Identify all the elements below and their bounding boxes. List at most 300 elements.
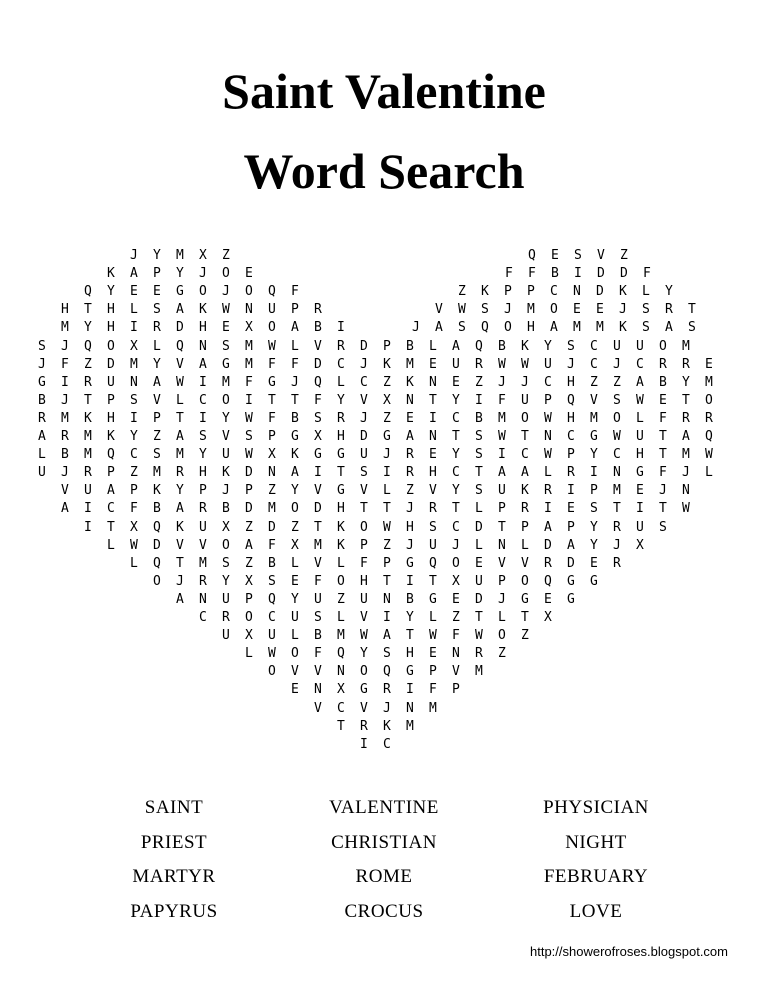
grid-letter: O bbox=[360, 519, 368, 535]
grid-letter: Q bbox=[337, 646, 345, 662]
grid-letter: A bbox=[245, 537, 253, 553]
grid-letter: B bbox=[475, 410, 483, 426]
grid-letter: T bbox=[659, 429, 667, 444]
grid-letter: K bbox=[199, 302, 207, 318]
grid-letter: Y bbox=[337, 392, 345, 408]
grid-letter: G bbox=[567, 573, 575, 589]
grid-letter: W bbox=[613, 429, 621, 444]
grid-letter: R bbox=[199, 501, 207, 517]
grid-letter: L bbox=[642, 284, 650, 300]
grid-letter: T bbox=[452, 501, 460, 517]
grid-letter: I bbox=[475, 392, 483, 408]
grid-letter: Q bbox=[567, 392, 575, 408]
grid-letter: W bbox=[429, 628, 437, 644]
grid-letter: T bbox=[107, 519, 115, 535]
grid-letter: O bbox=[498, 628, 506, 644]
grid-letter: L bbox=[383, 483, 391, 499]
grid-letter: S bbox=[38, 338, 46, 354]
grid-letter: H bbox=[360, 573, 368, 589]
grid-letter: E bbox=[153, 284, 161, 300]
grid-letter: U bbox=[38, 465, 46, 481]
grid-letter: T bbox=[314, 519, 322, 535]
grid-letter: F bbox=[268, 537, 276, 553]
grid-letter: O bbox=[291, 646, 299, 662]
grid-letter: R bbox=[406, 465, 414, 481]
grid-letter: F bbox=[245, 374, 253, 390]
grid-letter: C bbox=[567, 429, 575, 444]
grid-letter: Z bbox=[498, 646, 506, 662]
grid-letter: O bbox=[504, 320, 512, 336]
grid-letter: A bbox=[153, 374, 161, 390]
grid-letter: D bbox=[544, 537, 552, 553]
grid-letter: L bbox=[291, 555, 299, 571]
grid-letter: K bbox=[176, 519, 184, 535]
grid-letter: Y bbox=[360, 646, 368, 662]
grid-letter: N bbox=[452, 646, 460, 662]
grid-letter: W bbox=[222, 302, 230, 318]
grid-letter: F bbox=[291, 284, 299, 300]
grid-letter: C bbox=[268, 610, 276, 625]
grid-letter: O bbox=[107, 338, 115, 354]
grid-letter: O bbox=[245, 610, 253, 625]
grid-letter: Y bbox=[590, 447, 598, 463]
grid-letter: I bbox=[406, 682, 414, 698]
grid-letter: E bbox=[429, 447, 437, 463]
grid-letter: N bbox=[314, 682, 322, 698]
grid-letter: Q bbox=[314, 374, 322, 390]
grid-letter: N bbox=[498, 537, 506, 553]
grid-letter: A bbox=[435, 320, 443, 336]
word-list-item: LOVE bbox=[569, 900, 623, 922]
grid-letter: V bbox=[360, 483, 368, 499]
grid-letter: Z bbox=[475, 374, 483, 390]
grid-letter: B bbox=[314, 628, 322, 644]
grid-letter: L bbox=[291, 628, 299, 644]
grid-letter: F bbox=[61, 356, 69, 372]
grid-letter: J bbox=[412, 320, 420, 336]
grid-letter: M bbox=[176, 248, 184, 263]
grid-letter: J bbox=[383, 447, 391, 463]
grid-letter: N bbox=[245, 302, 253, 318]
grid-letter: S bbox=[475, 447, 483, 463]
grid-letter: A bbox=[38, 429, 46, 444]
grid-letter: J bbox=[619, 302, 627, 318]
grid-letter: P bbox=[429, 664, 437, 680]
grid-letter: I bbox=[199, 410, 207, 426]
grid-letter: M bbox=[268, 501, 276, 517]
grid-letter: U bbox=[360, 591, 368, 607]
grid-letter: O bbox=[199, 284, 207, 300]
grid-letter: W bbox=[268, 646, 276, 662]
grid-letter: L bbox=[498, 610, 506, 625]
grid-letter: A bbox=[636, 374, 644, 390]
grid-letter: B bbox=[314, 320, 322, 336]
page-subtitle: Word Search bbox=[243, 143, 525, 199]
grid-letter: I bbox=[544, 501, 552, 517]
grid-letter: I bbox=[636, 501, 644, 517]
grid-letter: E bbox=[475, 555, 483, 571]
grid-letter: Z bbox=[383, 374, 391, 390]
grid-letter: V bbox=[61, 483, 69, 499]
grid-letter: O bbox=[268, 320, 276, 336]
grid-letter: L bbox=[245, 646, 253, 662]
grid-letter: T bbox=[521, 429, 529, 444]
grid-letter: U bbox=[199, 519, 207, 535]
grid-letter: V bbox=[314, 555, 322, 571]
grid-letter: T bbox=[337, 718, 345, 734]
grid-letter: L bbox=[636, 410, 644, 426]
grid-letter: I bbox=[130, 410, 138, 426]
grid-letter: V bbox=[590, 392, 598, 408]
grid-letter: J bbox=[406, 501, 414, 517]
grid-letter: I bbox=[590, 465, 598, 481]
grid-letter: V bbox=[314, 700, 322, 716]
grid-letter: D bbox=[245, 501, 253, 517]
grid-letter: O bbox=[452, 555, 460, 571]
grid-letter: O bbox=[360, 664, 368, 680]
grid-letter: Y bbox=[176, 266, 184, 282]
grid-letter: B bbox=[291, 410, 299, 426]
grid-letter: C bbox=[550, 284, 558, 300]
grid-letter: M bbox=[613, 483, 621, 499]
grid-letter: S bbox=[130, 392, 138, 408]
grid-letter: P bbox=[107, 392, 115, 408]
grid-letter: G bbox=[222, 356, 230, 372]
grid-letter: M bbox=[199, 555, 207, 571]
grid-letter: U bbox=[521, 392, 529, 408]
grid-letter: P bbox=[383, 555, 391, 571]
grid-letter: I bbox=[314, 465, 322, 481]
grid-letter: N bbox=[406, 700, 414, 716]
word-list-item: PAPYRUS bbox=[130, 900, 218, 922]
grid-letter: T bbox=[84, 392, 92, 408]
grid-letter: L bbox=[429, 610, 437, 625]
grid-letter: R bbox=[153, 320, 161, 336]
grid-letter: D bbox=[176, 320, 184, 336]
grid-letter: Q bbox=[107, 447, 115, 463]
grid-letter: A bbox=[176, 302, 184, 318]
grid-letter: M bbox=[475, 664, 483, 680]
grid-letter: W bbox=[705, 447, 713, 463]
grid-letter: P bbox=[452, 682, 460, 698]
grid-letter: V bbox=[199, 537, 207, 553]
grid-letter: C bbox=[337, 356, 345, 372]
grid-letter: H bbox=[567, 410, 575, 426]
grid-letter: X bbox=[222, 519, 230, 535]
grid-letter: U bbox=[475, 573, 483, 589]
grid-letter: R bbox=[665, 302, 673, 318]
grid-letter: L bbox=[337, 610, 345, 625]
grid-letter: R bbox=[429, 501, 437, 517]
grid-letter: C bbox=[337, 700, 345, 716]
grid-letter: N bbox=[429, 429, 437, 444]
grid-letter: R bbox=[613, 555, 621, 571]
grid-letter: M bbox=[84, 429, 92, 444]
grid-letter: B bbox=[153, 501, 161, 517]
grid-letter: K bbox=[107, 429, 115, 444]
grid-letter: B bbox=[38, 392, 46, 408]
grid-letter: Z bbox=[613, 374, 621, 390]
grid-letter: T bbox=[452, 429, 460, 444]
grid-letter: F bbox=[268, 356, 276, 372]
grid-letter: M bbox=[176, 447, 184, 463]
word-list-item: PHYSICIAN bbox=[543, 797, 649, 818]
grid-letter: B bbox=[61, 447, 69, 463]
grid-letter: P bbox=[245, 483, 253, 499]
grid-letter: L bbox=[521, 537, 529, 553]
grid-letter: I bbox=[383, 465, 391, 481]
grid-letter: L bbox=[38, 447, 46, 463]
grid-letter: V bbox=[222, 429, 230, 444]
grid-letter: O bbox=[705, 392, 713, 408]
grid-letter: Z bbox=[337, 591, 345, 607]
grid-letter: Z bbox=[84, 356, 92, 372]
grid-letter: V bbox=[360, 392, 368, 408]
grid-letter: V bbox=[176, 356, 184, 372]
grid-letter: T bbox=[429, 573, 437, 589]
grid-letter: R bbox=[38, 410, 46, 426]
grid-letter: A bbox=[199, 356, 207, 372]
grid-letter: V bbox=[360, 700, 368, 716]
grid-letter: M bbox=[682, 447, 690, 463]
grid-letter: W bbox=[176, 374, 184, 390]
grid-letter: O bbox=[153, 573, 161, 589]
grid-letter: Y bbox=[590, 537, 598, 553]
grid-letter: G bbox=[406, 555, 414, 571]
grid-letter: R bbox=[475, 356, 483, 372]
grid-letter: J bbox=[291, 374, 299, 390]
grid-letter: S bbox=[458, 320, 466, 336]
word-list-item: NIGHT bbox=[565, 831, 627, 853]
grid-letter: R bbox=[567, 465, 575, 481]
grid-letter: E bbox=[573, 302, 581, 318]
grid-letter: R bbox=[613, 519, 621, 535]
grid-letter: U bbox=[107, 374, 115, 390]
grid-letter: T bbox=[176, 410, 184, 426]
grid-letter: W bbox=[682, 501, 690, 517]
grid-letter: A bbox=[176, 429, 184, 444]
grid-letter: A bbox=[291, 320, 299, 336]
grid-letter: J bbox=[613, 356, 621, 372]
grid-letter: L bbox=[429, 338, 437, 354]
grid-letter: N bbox=[383, 591, 391, 607]
grid-letter: D bbox=[360, 338, 368, 354]
grid-letter: J bbox=[682, 465, 690, 481]
grid-letter: N bbox=[682, 483, 690, 499]
grid-letter: L bbox=[153, 338, 161, 354]
grid-letter: D bbox=[314, 356, 322, 372]
grid-letter: J bbox=[176, 573, 184, 589]
grid-letter: W bbox=[268, 338, 276, 354]
word-list-item: VALENTINE bbox=[329, 797, 439, 818]
grid-letter: W bbox=[130, 537, 138, 553]
grid-letter: R bbox=[199, 573, 207, 589]
grid-letter: T bbox=[429, 392, 437, 408]
grid-letter: Z bbox=[383, 537, 391, 553]
grid-letter: V bbox=[314, 338, 322, 354]
grid-letter: K bbox=[619, 284, 627, 300]
grid-letter: W bbox=[498, 429, 506, 444]
grid-letter: I bbox=[574, 266, 582, 282]
grid-letter: T bbox=[659, 447, 667, 463]
grid-letter: K bbox=[337, 519, 345, 535]
grid-letter: M bbox=[84, 447, 92, 463]
grid-letter: U bbox=[498, 483, 506, 499]
grid-letter: V bbox=[597, 248, 605, 263]
grid-letter: E bbox=[567, 501, 575, 517]
grid-letter: K bbox=[291, 447, 299, 463]
grid-letter: J bbox=[222, 483, 230, 499]
grid-letter: G bbox=[176, 284, 184, 300]
grid-letter: B bbox=[406, 338, 414, 354]
grid-letter: P bbox=[291, 302, 299, 318]
grid-letter: S bbox=[574, 248, 582, 263]
grid-letter: N bbox=[337, 664, 345, 680]
grid-letter: C bbox=[383, 736, 391, 752]
grid-letter: G bbox=[636, 465, 644, 481]
grid-letter: A bbox=[550, 320, 558, 336]
grid-letter: Y bbox=[130, 429, 138, 444]
grid-letter: G bbox=[360, 682, 368, 698]
grid-letter: C bbox=[360, 374, 368, 390]
grid-letter: K bbox=[406, 374, 414, 390]
grid-letter: P bbox=[360, 537, 368, 553]
grid-letter: P bbox=[567, 519, 575, 535]
grid-letter: O bbox=[268, 664, 276, 680]
grid-letter: K bbox=[619, 320, 627, 336]
grid-letter: Y bbox=[682, 374, 690, 390]
grid-letter: S bbox=[642, 320, 650, 336]
grid-letter: C bbox=[521, 447, 529, 463]
grid-letter: S bbox=[481, 302, 489, 318]
grid-letter: U bbox=[222, 628, 230, 644]
grid-letter: U bbox=[636, 429, 644, 444]
grid-letter: L bbox=[705, 465, 713, 481]
grid-letter: Z bbox=[153, 429, 161, 444]
grid-letter: M bbox=[130, 356, 138, 372]
grid-letter: S bbox=[642, 302, 650, 318]
grid-letter: D bbox=[245, 465, 253, 481]
grid-letter: B bbox=[222, 501, 230, 517]
grid-letter: M bbox=[61, 320, 69, 336]
grid-letter: M bbox=[222, 374, 230, 390]
grid-letter: I bbox=[567, 483, 575, 499]
grid-letter: S bbox=[222, 555, 230, 571]
grid-letter: J bbox=[406, 537, 414, 553]
grid-letter: Y bbox=[291, 591, 299, 607]
grid-letter: C bbox=[452, 519, 460, 535]
grid-letter: F bbox=[314, 573, 322, 589]
grid-letter: R bbox=[84, 374, 92, 390]
grid-letter: N bbox=[130, 374, 138, 390]
grid-letter: P bbox=[130, 483, 138, 499]
grid-letter: V bbox=[429, 483, 437, 499]
grid-letter: E bbox=[705, 356, 713, 372]
grid-letter: R bbox=[176, 465, 184, 481]
grid-letter: P bbox=[268, 429, 276, 444]
grid-letter: D bbox=[268, 519, 276, 535]
grid-letter: Q bbox=[268, 591, 276, 607]
grid-letter: T bbox=[659, 501, 667, 517]
grid-letter: K bbox=[383, 356, 391, 372]
grid-letter: V bbox=[435, 302, 443, 318]
grid-letter: G bbox=[291, 429, 299, 444]
grid-letter: I bbox=[360, 736, 368, 752]
grid-letter: T bbox=[268, 392, 276, 408]
footer-url: http://showerofroses.blogspot.com bbox=[530, 944, 728, 959]
grid-letter: J bbox=[61, 338, 69, 354]
grid-letter: Q bbox=[481, 320, 489, 336]
grid-letter: K bbox=[107, 266, 115, 282]
grid-letter: U bbox=[222, 591, 230, 607]
grid-letter: A bbox=[130, 266, 138, 282]
grid-letter: J bbox=[567, 356, 575, 372]
grid-letter: I bbox=[245, 392, 253, 408]
grid-letter: S bbox=[475, 429, 483, 444]
grid-letter: B bbox=[268, 555, 276, 571]
grid-letter: I bbox=[130, 320, 138, 336]
grid-letter: O bbox=[337, 573, 345, 589]
grid-letter: V bbox=[521, 555, 529, 571]
grid-letter: I bbox=[498, 447, 506, 463]
grid-letter: X bbox=[314, 429, 322, 444]
grid-letter: P bbox=[521, 519, 529, 535]
grid-letter: U bbox=[84, 483, 92, 499]
grid-letter: M bbox=[682, 338, 690, 354]
grid-letter: R bbox=[222, 610, 230, 625]
grid-letter: Z bbox=[406, 483, 414, 499]
grid-letter: M bbox=[406, 718, 414, 734]
grid-letter: A bbox=[176, 591, 184, 607]
grid-letter: V bbox=[291, 664, 299, 680]
grid-letter: N bbox=[544, 429, 552, 444]
grid-letter: K bbox=[84, 410, 92, 426]
grid-letter: X bbox=[383, 392, 391, 408]
grid-letter: F bbox=[314, 646, 322, 662]
grid-letter: O bbox=[521, 573, 529, 589]
grid-letter: X bbox=[544, 610, 552, 625]
grid-letter: O bbox=[291, 501, 299, 517]
grid-letter: S bbox=[590, 501, 598, 517]
grid-letter: M bbox=[61, 410, 69, 426]
grid-letter: P bbox=[567, 447, 575, 463]
grid-letter: L bbox=[130, 302, 138, 318]
grid-letter: R bbox=[406, 447, 414, 463]
word-list-item: FEBRUARY bbox=[543, 866, 649, 887]
grid-letter: L bbox=[107, 537, 115, 553]
grid-letter: Y bbox=[153, 356, 161, 372]
grid-letter: M bbox=[498, 410, 506, 426]
grid-letter: T bbox=[521, 610, 529, 625]
word-list-item: MARTYR bbox=[132, 866, 216, 887]
grid-letter: R bbox=[521, 501, 529, 517]
grid-letter: Z bbox=[590, 374, 598, 390]
grid-letter: Y bbox=[107, 284, 115, 300]
grid-letter: G bbox=[429, 591, 437, 607]
grid-letter: J bbox=[199, 266, 207, 282]
grid-letter: S bbox=[613, 392, 621, 408]
grid-letter: H bbox=[199, 465, 207, 481]
grid-letter: S bbox=[314, 410, 322, 426]
grid-letter: Y bbox=[153, 248, 161, 263]
grid-letter: Y bbox=[222, 573, 230, 589]
grid-letter: A bbox=[61, 501, 69, 517]
grid-letter: Q bbox=[84, 338, 92, 354]
grid-letter: A bbox=[406, 429, 414, 444]
grid-letter: J bbox=[383, 700, 391, 716]
grid-letter: G bbox=[337, 483, 345, 499]
grid-letter: T bbox=[383, 501, 391, 517]
